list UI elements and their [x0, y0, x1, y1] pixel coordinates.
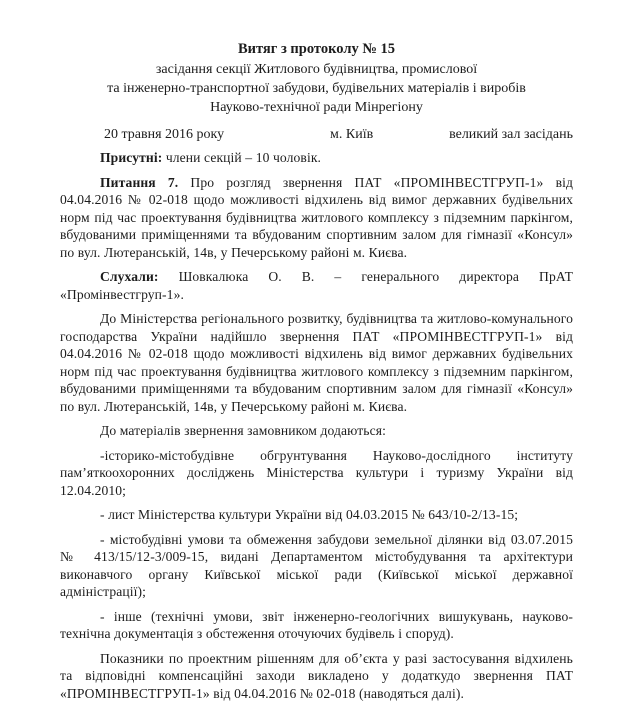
paragraph-question-7: [60, 174, 573, 262]
document-body: [60, 149, 573, 702]
meta-row: [60, 127, 573, 143]
paragraph-attachment-letter: [60, 506, 573, 524]
document-subtitle-line-1: засідання секції Житлового будівництва, промислової: [60, 60, 573, 79]
paragraph-attachment-historical: [60, 447, 573, 500]
paragraph-lead: Присутні:: [100, 150, 162, 165]
paragraph-text: До Міністерства регіонального розвитку, будівництва та житлово-комунального господарства України надійшло звернення ПАТ «ПРОМІНВЕСТГРУП-1» від 04.04.2016 № 02-018 щодо можливості відхилень від вимог державних будівельних норм під час проектування будівництва житлового комплексу з підземним паркінгом, вбудованими приміщеннями та вбудованим спортивним залом для гімназії «Консул» по вул. Лютеранській, 14в, у Печерському районі м. Києва.: [60, 311, 573, 414]
paragraph-attachments-intro: [60, 422, 573, 440]
meta-venue: великий зал засідань: [449, 127, 573, 143]
paragraph-text: - містобудівні умови та обмеження забудови земельної ділянки від 03.07.2015 № 413/15/12-3/009-15, видані Департаментом містобудування та архітектури виконавчого органу Київської міської ради (Київської міської державної адміністрації);: [60, 532, 573, 600]
paragraph-text: Шовкалюка О. В. – генерального директора ПрАТ «Промінвестгруп-1».: [60, 269, 573, 302]
meta-date: 20 травня 2016 року: [104, 127, 224, 143]
paragraph-text: члени секцій – 10 чоловік.: [162, 150, 321, 165]
paragraph-attendees: [60, 149, 573, 167]
paragraph-text: - інше (технічні умови, звіт інженерно-геологічних вишукувань, науково-технічна документація з обстеження оточуючих будівель і споруд).: [60, 609, 573, 642]
paragraph-attachment-other: [60, 608, 573, 643]
paragraph-text: Показники по проектним рішенням для об’єкта у разі застосування відхилень та відповідні компенсаційні заходи викладено у додаткудо звернення ПАТ «ПРОМІНВЕСТГРУП-1» від 04.04.2016 № 02-018 (наводяться далі).: [60, 651, 573, 701]
paragraph-lead: Слухали:: [100, 269, 159, 284]
paragraph-indicators: [60, 650, 573, 702]
meta-city: м. Київ: [330, 127, 373, 143]
paragraph-heard: [60, 268, 573, 303]
paragraph-attachment-conditions: [60, 531, 573, 601]
paragraph-text: Про розгляд звернення ПАТ «ПРОМІНВЕСТГРУП-1» від 04.04.2016 № 02-018 щодо можливості відхилень від вимог державних будівельних норм під час проектування будівництва житлового комплексу з підземним паркінгом, вбудованими приміщеннями та вбудованим спортивним залом для гімназії «Консул» по вул. Лютеранській, 14в, у Печерському районі м. Києва.: [60, 175, 573, 260]
document-header: [60, 40, 573, 117]
document-title: Витяг з протоколу № 15: [60, 40, 573, 59]
paragraph-lead: Питання 7.: [100, 175, 178, 190]
paragraph-text: -історико-містобудівне обгрунтування Науково-дослідного інституту пам’яткоохоронних досліджень Міністерства культури і туризму України від 12.04.2010;: [60, 448, 573, 498]
paragraph-ministry-appeal: [60, 310, 573, 415]
paragraph-text: - лист Міністерства культури України від 04.03.2015 № 643/10-2/13-15;: [100, 507, 518, 522]
document-subtitle-line-2: та інженерно-транспортної забудови, будівельних матеріалів і виробів: [60, 79, 573, 98]
paragraph-text: До матеріалів звернення замовником додаються:: [100, 423, 386, 438]
document-subtitle-line-3: Науково-технічної ради Мінрегіону: [60, 98, 573, 117]
